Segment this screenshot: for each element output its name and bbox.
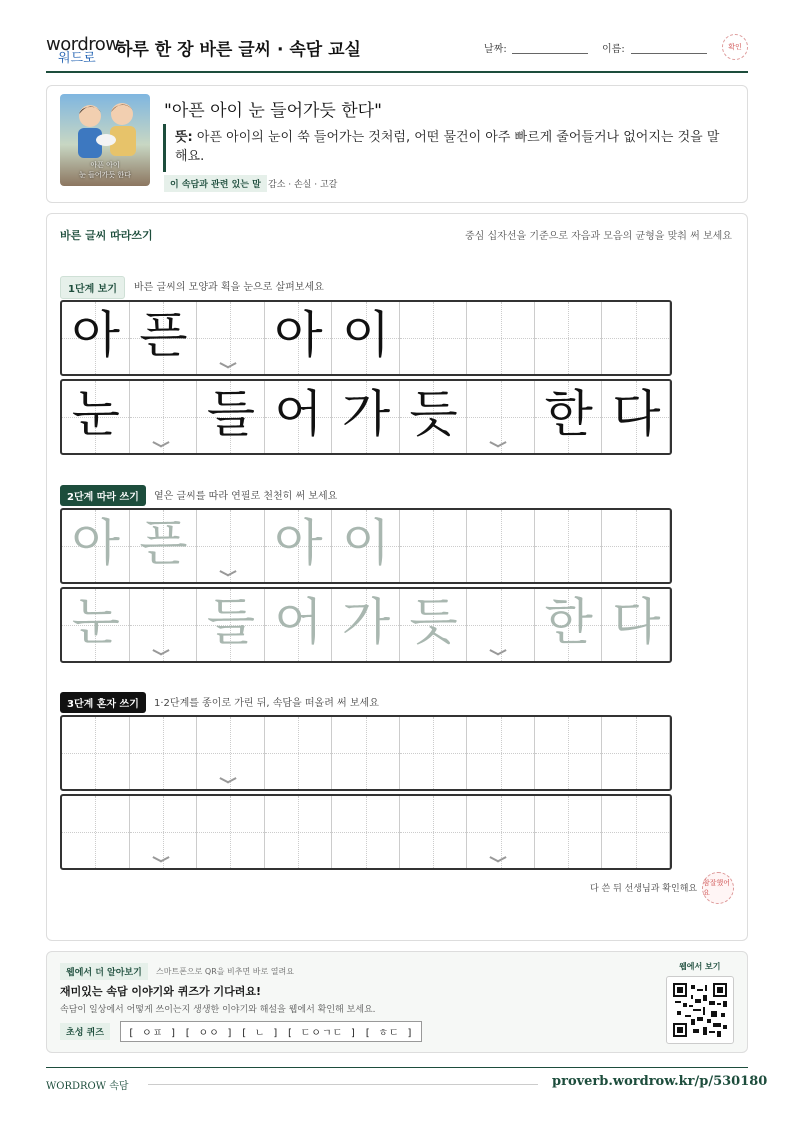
space-mark-icon xyxy=(154,649,168,655)
grid-cell xyxy=(400,381,468,453)
initial-consonant-quiz: [ ㅇㅍ ] [ ㅇㅇ ] [ ㄴ ] [ ㄷㅇㄱㄷ ] [ ㅎㄷ ] xyxy=(120,1021,422,1042)
grid-cell xyxy=(62,381,130,453)
illustration-caption: 아픈 아이 눈 들어가듯 한다 xyxy=(79,161,131,179)
grid-character: 한 xyxy=(544,385,593,443)
web-heading: 재미있는 속담 이야기와 퀴즈가 기다려요! xyxy=(60,985,261,998)
grid-cell[interactable] xyxy=(602,717,670,789)
grid-cell xyxy=(265,302,333,374)
date-field[interactable] xyxy=(512,53,588,54)
date-label: 날짜: xyxy=(484,44,507,55)
proverb-title: "아픈 아이 눈 들어가듯 한다" xyxy=(164,101,382,121)
grid-cell[interactable] xyxy=(400,717,468,789)
grid-cell[interactable] xyxy=(197,589,265,661)
grid-character: 어 xyxy=(274,385,323,443)
grid-character: 듯 xyxy=(409,593,458,651)
grid-cell[interactable] xyxy=(197,717,265,789)
grid-cell[interactable] xyxy=(400,796,468,868)
grid-cell xyxy=(602,381,670,453)
qr-label: 웹에서 보기 xyxy=(679,962,721,971)
grid-character: 아 xyxy=(274,514,323,572)
web-note: 스마트폰으로 QR을 비추면 바로 열려요 xyxy=(156,967,294,976)
grid-cell[interactable] xyxy=(62,796,130,868)
grid-character: 이 xyxy=(341,306,391,364)
step3-label: 3단계 혼자 쓰기 xyxy=(60,692,146,713)
grid-cell[interactable] xyxy=(265,796,333,868)
grid-cell[interactable] xyxy=(130,589,198,661)
logo-text: wordrow xyxy=(46,34,120,55)
qr-code-icon xyxy=(673,983,727,1037)
grid-cell[interactable] xyxy=(62,717,130,789)
grid-cell[interactable] xyxy=(400,510,468,582)
web-subtext: 속담이 일상에서 어떻게 쓰이는지 생생한 이야기와 해설을 웹에서 확인해 보세요. xyxy=(60,1005,376,1015)
grid-cell xyxy=(62,302,130,374)
grid-cell[interactable] xyxy=(535,589,603,661)
check-stamp: 확인 xyxy=(722,34,748,60)
step2-note: 옅은 글씨를 따라 연필로 천천히 써 보세요 xyxy=(154,491,338,502)
grid-character: 아 xyxy=(274,306,323,364)
grid-character: 픈 xyxy=(139,306,188,364)
grid-character: 가 xyxy=(341,385,391,443)
name-field[interactable] xyxy=(631,53,707,54)
grid-cell[interactable] xyxy=(265,589,333,661)
grid-cell xyxy=(197,381,265,453)
space-mark-icon xyxy=(491,856,505,862)
step3-row-2[interactable] xyxy=(60,794,672,870)
grid-cell[interactable] xyxy=(602,589,670,661)
qr-code[interactable] xyxy=(666,976,734,1044)
grid-cell[interactable] xyxy=(265,510,333,582)
grid-cell xyxy=(265,381,333,453)
grid-cell xyxy=(602,302,670,374)
step2-label: 2단계 따라 쓰기 xyxy=(60,485,146,506)
grid-cell xyxy=(332,381,400,453)
grid-cell[interactable] xyxy=(467,589,535,661)
space-mark-icon xyxy=(491,441,505,447)
step2-row-1[interactable] xyxy=(60,508,672,584)
grid-cell xyxy=(467,381,535,453)
grid-character: 아 xyxy=(71,514,120,572)
footer-url[interactable]: proverb.wordrow.kr/p/530180 xyxy=(552,1074,768,1089)
grid-cell[interactable] xyxy=(62,589,130,661)
grid-cell[interactable] xyxy=(130,510,198,582)
grid-cell xyxy=(130,302,198,374)
grid-character: 한 xyxy=(544,593,593,651)
practice-hint: 중심 십자선을 기준으로 자음과 모음의 균형을 맞춰 써 보세요 xyxy=(465,231,732,242)
footer-line xyxy=(148,1084,538,1085)
grid-cell[interactable] xyxy=(130,717,198,789)
grid-cell[interactable] xyxy=(602,796,670,868)
grid-character: 눈 xyxy=(71,385,120,443)
footer-brand: WORDROW 속담 xyxy=(46,1081,129,1092)
done-note: 다 쓴 뒤 선생님과 확인해요 xyxy=(590,884,698,894)
proverb-meaning xyxy=(175,128,725,166)
grid-cell[interactable] xyxy=(332,717,400,789)
grid-character: 가 xyxy=(341,593,391,651)
grid-cell xyxy=(467,302,535,374)
grid-character: 들 xyxy=(206,385,256,443)
grid-cell[interactable] xyxy=(602,510,670,582)
page-title: 하루 한 장 바른 글씨 · 속담 교실 xyxy=(116,40,361,60)
grid-cell xyxy=(332,302,400,374)
grid-cell[interactable] xyxy=(197,796,265,868)
grid-cell[interactable] xyxy=(130,796,198,868)
grid-cell[interactable] xyxy=(535,796,603,868)
step3-row-1[interactable] xyxy=(60,715,672,791)
space-mark-icon xyxy=(221,362,235,368)
grid-cell[interactable] xyxy=(265,717,333,789)
space-mark-icon xyxy=(491,649,505,655)
grid-cell[interactable] xyxy=(467,717,535,789)
grid-cell[interactable] xyxy=(535,510,603,582)
step1-row-2 xyxy=(60,379,672,455)
grid-cell xyxy=(197,302,265,374)
step1-label: 1단계 보기 xyxy=(60,276,125,299)
grid-cell xyxy=(535,302,603,374)
grid-character: 어 xyxy=(274,593,323,651)
meaning-text: 아픈 아이의 눈이 쑥 들어가는 것처럼, 어떤 물건이 아주 빠르게 줄어들거나 없어지는 것을 말해요. xyxy=(175,130,720,164)
space-mark-icon xyxy=(221,570,235,576)
logo-korean: 워드로 xyxy=(58,51,96,66)
step2-row-2[interactable] xyxy=(60,587,672,663)
grid-cell[interactable] xyxy=(332,796,400,868)
meaning-label: 뜻: xyxy=(175,130,193,145)
grid-cell[interactable] xyxy=(332,510,400,582)
grid-cell xyxy=(535,381,603,453)
space-mark-icon xyxy=(154,441,168,447)
step1-note: 바른 글씨의 모양과 획을 눈으로 살펴보세요 xyxy=(134,282,324,293)
grid-cell[interactable] xyxy=(535,717,603,789)
grid-cell[interactable] xyxy=(467,796,535,868)
space-mark-icon xyxy=(221,777,235,783)
proverb-illustration xyxy=(60,94,150,186)
praise-seal: 참잘했어요 xyxy=(702,872,734,904)
step1-row-1 xyxy=(60,300,672,376)
grid-cell[interactable] xyxy=(467,510,535,582)
grid-character: 픈 xyxy=(139,514,188,572)
meaning-accent-bar xyxy=(163,124,166,172)
grid-cell xyxy=(130,381,198,453)
grid-character: 이 xyxy=(341,514,391,572)
name-label: 이름: xyxy=(602,44,625,55)
header-divider xyxy=(46,71,748,73)
grid-cell[interactable] xyxy=(400,589,468,661)
space-mark-icon xyxy=(154,856,168,862)
practice-heading: 바른 글씨 따라쓰기 xyxy=(60,229,153,242)
grid-character: 듯 xyxy=(409,385,458,443)
grid-character: 다 xyxy=(612,385,661,443)
grid-cell xyxy=(400,302,468,374)
grid-character: 아 xyxy=(71,306,120,364)
grid-cell[interactable] xyxy=(197,510,265,582)
grid-cell[interactable] xyxy=(62,510,130,582)
grid-character: 들 xyxy=(206,593,256,651)
related-words: 감소 · 손실 · 고갈 xyxy=(268,180,338,190)
footer-divider xyxy=(46,1067,748,1068)
grid-character: 다 xyxy=(612,593,661,651)
grid-character: 눈 xyxy=(71,593,120,651)
grid-cell[interactable] xyxy=(332,589,400,661)
related-words-tag: 이 속담과 관련 있는 말 xyxy=(164,175,267,192)
web-tag: 웹에서 더 알아보기 xyxy=(60,963,148,980)
quiz-label: 초성 퀴즈 xyxy=(60,1023,110,1040)
step3-note: 1·2단계를 종이로 가린 뒤, 속담을 떠올려 써 보세요 xyxy=(154,698,379,709)
